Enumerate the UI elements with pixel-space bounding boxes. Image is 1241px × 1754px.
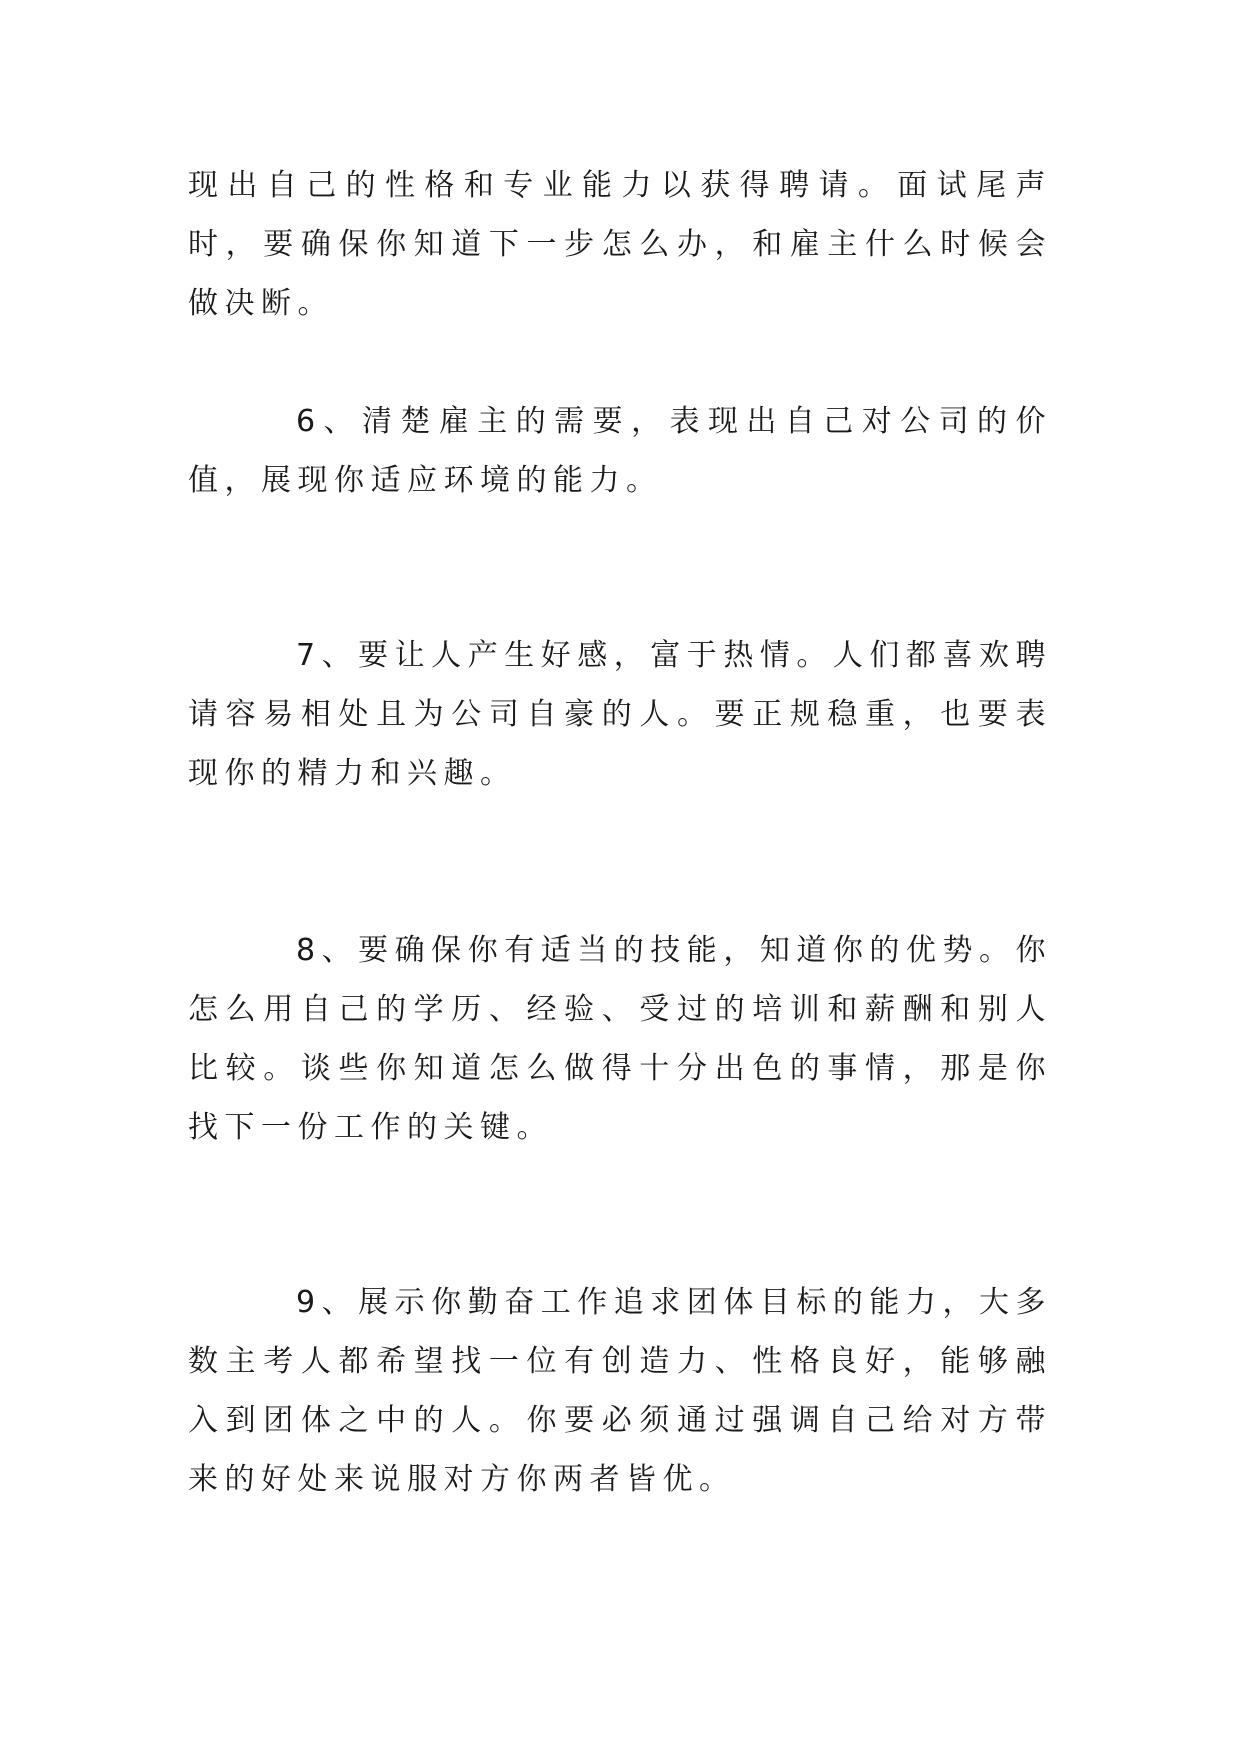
paragraph-tip-6: 6、清楚雇主的需要，表现出自己对公司的价值，展现你适应环境的能力。 bbox=[188, 404, 1052, 498]
paragraph-continuation: 现出自己的性格和专业能力以获得聘请。面试尾声时，要确保你知道下一步怎么办，和雇主什么时候会做决断。 bbox=[188, 168, 1052, 321]
paragraph-tip-7: 7、要让人产生好感，富于热情。人们都喜欢聘请容易相处且为公司自豪的人。要正规稳重，也要表现你的精力和兴趣。 bbox=[188, 638, 1052, 791]
paragraph-tip-9: 9、展示你勤奋工作追求团体目标的能力，大多数主考人都希望找一位有创造力、性格良好，能够融入到团体之中的人。你要必须通过强调自己给对方带来的好处来说服对方你两者皆优。 bbox=[188, 1285, 1052, 1497]
paragraph-tip-8: 8、要确保你有适当的技能，知道你的优势。你怎么用自己的学历、经验、受过的培训和薪酬和别人比较。谈些你知道怎么做得十分出色的事情，那是你找下一份工作的关键。 bbox=[188, 933, 1052, 1145]
